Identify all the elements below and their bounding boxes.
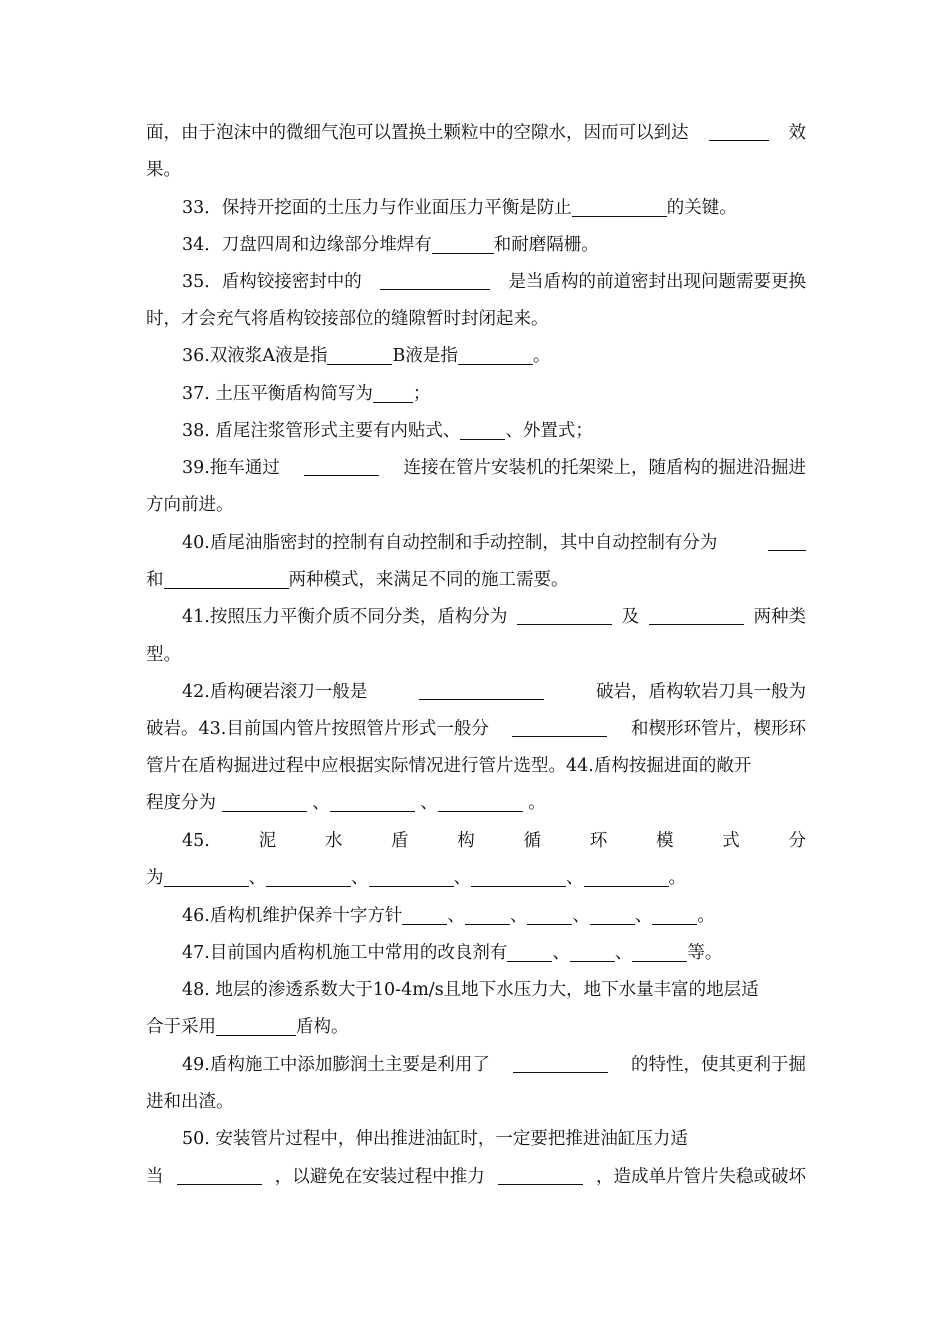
answer-blank [222, 791, 307, 812]
text-line-q35-cont [146, 306, 806, 332]
text-segment: 、 [453, 868, 471, 888]
answer-blank [304, 455, 379, 476]
text-segment: 、 [248, 868, 266, 888]
text-segment: 等。 [687, 943, 723, 963]
answer-blank [164, 568, 289, 589]
text-segment: 循 [523, 831, 542, 851]
text-segment: 。 [668, 868, 686, 888]
text-segment: 连接在管片安装机的托架梁上，随盾构的掘进沿掘进 [403, 458, 806, 478]
text-segment: 的关键。 [666, 198, 737, 218]
text-line-q38 [182, 418, 806, 444]
answer-blank [513, 1052, 608, 1073]
answer-blank [590, 904, 635, 925]
text-line-q44-cont [146, 790, 806, 816]
answer-blank [512, 716, 607, 737]
text-segment: 和耐磨隔栅。 [493, 235, 599, 255]
text-segment: 、 [566, 868, 584, 888]
text-segment: 40.盾尾油脂密封的控制有自动控制和手动控制，其中自动控制有分为 [182, 533, 718, 553]
text-segment: 、 [306, 793, 330, 813]
text-line-q32-cont [146, 120, 806, 146]
text-segment: 两种模式，来满足不同的施工需要。 [288, 570, 569, 590]
text-line-q33 [182, 195, 806, 221]
answer-blank [768, 530, 806, 551]
text-segment: 盾 [391, 831, 409, 851]
text-segment: 进和出渣。 [146, 1092, 234, 1112]
text-segment: 、 [552, 943, 570, 963]
answer-blank [164, 866, 249, 887]
text-segment: 。 [532, 346, 551, 366]
text-segment: ，造成单片管片失稳或破坏 [596, 1167, 806, 1187]
text-segment: 水 [324, 831, 343, 851]
text-segment: 42.盾构硬岩滚刀一般是 [182, 682, 368, 702]
answer-blank [216, 1015, 296, 1036]
text-segment: ，以避免在安装过程中推力 [274, 1167, 485, 1187]
text-segment: 方向前进。 [146, 495, 234, 515]
text-line-q39 [182, 455, 806, 481]
answer-blank [584, 866, 669, 887]
answer-blank [419, 679, 544, 700]
text-segment: 环 [589, 831, 608, 851]
answer-blank [460, 419, 505, 440]
answer-blank [498, 1164, 583, 1185]
text-segment: 、 [447, 906, 465, 926]
text-segment: 果。 [146, 160, 181, 180]
text-line-q40 [182, 530, 806, 556]
text-segment: 36.双液浆A液是指 [182, 346, 328, 366]
answer-blank [572, 196, 667, 217]
text-segment: 的特性，使其更利于掘 [631, 1055, 806, 1075]
answer-blank [330, 791, 415, 812]
text-line-q43 [146, 716, 806, 742]
answer-blank [327, 344, 392, 365]
text-line-q41 [182, 604, 806, 630]
text-segment: 两种类 [753, 607, 806, 627]
text-line-q42 [182, 679, 806, 705]
text-segment: 、 [509, 906, 528, 926]
text-segment: 、 [351, 868, 369, 888]
answer-blank [570, 941, 615, 962]
text-segment: 。 [522, 793, 546, 813]
text-segment: 34．刀盘四周和边缘部分堆焊有 [182, 235, 432, 255]
text-line-q46 [182, 903, 806, 929]
answer-blank [632, 941, 687, 962]
text-line-q34 [182, 232, 806, 258]
text-line-q45 [182, 828, 806, 854]
answer-blank [432, 233, 494, 254]
text-segment: ； [412, 384, 431, 404]
text-segment: 45. [182, 831, 210, 851]
answer-blank [177, 1164, 262, 1185]
text-segment: 。 [697, 906, 715, 926]
text-segment: 49.盾构施工中添加膨润土主要是利用了 [182, 1055, 490, 1075]
text-segment: 面，由于泡沫中的微细气泡可以置换土颗粒中的空隙水，因而可以到达 [146, 123, 689, 143]
text-segment: 模 [655, 831, 674, 851]
text-segment: 39.拖车通过 [182, 458, 280, 478]
answer-blank [471, 866, 566, 887]
text-segment: 、外置式； [505, 421, 593, 441]
answer-blank [652, 904, 697, 925]
text-line-q50 [182, 1126, 806, 1152]
answer-blank [373, 382, 413, 403]
text-segment: 41.按照压力平衡介质不同分类，盾构分为 [182, 607, 508, 627]
answer-blank [402, 904, 447, 925]
text-segment: 合于采用 [146, 1017, 216, 1037]
text-segment: 是当盾构的前道密封出现问题需要更换 [508, 272, 806, 292]
text-segment: 及 [621, 607, 640, 627]
text-segment: 、 [614, 943, 633, 963]
text-segment: 当 [146, 1167, 164, 1187]
answer-blank [458, 344, 533, 365]
answer-blank [517, 604, 612, 625]
text-segment: 38. 盾尾注浆管形式主要有内贴式、 [182, 421, 461, 441]
text-segment: 破岩。43.目前国内管片按照管片形式一般分 [146, 719, 489, 739]
answer-blank [266, 866, 351, 887]
text-segment: 效 [788, 123, 806, 143]
text-segment: 破岩，盾构软岩刀具一般为 [596, 682, 806, 702]
text-segment: 程度分为 [146, 793, 222, 813]
text-line-q48-cont [146, 1014, 806, 1040]
text-segment: 37. 土压平衡盾构简写为 [182, 384, 373, 404]
text-line-q49-cont [146, 1089, 806, 1115]
text-segment: B液是指 [392, 346, 458, 366]
text-segment: 46.盾构机维护保养十字方针 [182, 906, 403, 926]
text-line-q39-cont [146, 492, 806, 518]
answer-blank [465, 904, 510, 925]
text-line-q32-end [146, 157, 806, 183]
answer-blank [369, 866, 454, 887]
text-line-q41-cont [146, 642, 806, 668]
text-segment: 48. 地层的渗透系数大于10-4m/s且地下水压力大，地下水量丰富的地层适 [182, 980, 759, 1000]
answer-blank [380, 269, 490, 290]
text-segment: 35．盾构铰接密封中的 [182, 272, 362, 292]
text-segment: 型。 [146, 645, 181, 665]
text-segment: 33．保持开挖面的土压力与作业面压力平衡是防止 [182, 198, 572, 218]
text-line-q45-cont [146, 865, 806, 891]
text-line-q50-cont [146, 1164, 806, 1190]
text-segment: 和楔形环管片，楔形环 [631, 719, 806, 739]
text-segment: 分 [788, 831, 806, 851]
answer-blank [527, 904, 572, 925]
text-segment: 为 [146, 868, 164, 888]
text-line-q36 [182, 343, 806, 369]
text-segment: 、 [572, 906, 590, 926]
text-line-q35 [182, 269, 806, 295]
answer-blank [438, 791, 523, 812]
text-line-q43-cont [146, 753, 806, 779]
text-line-q47 [182, 940, 806, 966]
answer-blank [507, 941, 552, 962]
text-segment: 时，才会充气将盾构铰接部位的缝隙暂时封闭起来。 [146, 309, 549, 329]
text-segment: 47.目前国内盾构机施工中常用的改良剂有 [182, 943, 508, 963]
text-line-q40-cont [146, 567, 806, 593]
text-segment: 、 [414, 793, 438, 813]
text-segment: 式 [722, 831, 740, 851]
text-segment: 盾构。 [296, 1017, 349, 1037]
text-line-q48 [182, 977, 806, 1003]
text-segment: 构 [457, 831, 475, 851]
text-segment: 、 [634, 906, 653, 926]
text-line-q49 [182, 1052, 806, 1078]
text-segment: 泥 [258, 831, 277, 851]
answer-blank [649, 604, 744, 625]
text-segment: 50. 安装管片过程中，伸出推进油缸时，一定要把推进油缸压力适 [182, 1129, 688, 1149]
text-segment: 和 [146, 570, 164, 590]
answer-blank [709, 120, 769, 141]
text-line-q37 [182, 381, 806, 407]
text-segment: 管片在盾构掘进过程中应根据实际情况进行管片选型。44.盾构按掘进面的敞开 [146, 756, 752, 776]
